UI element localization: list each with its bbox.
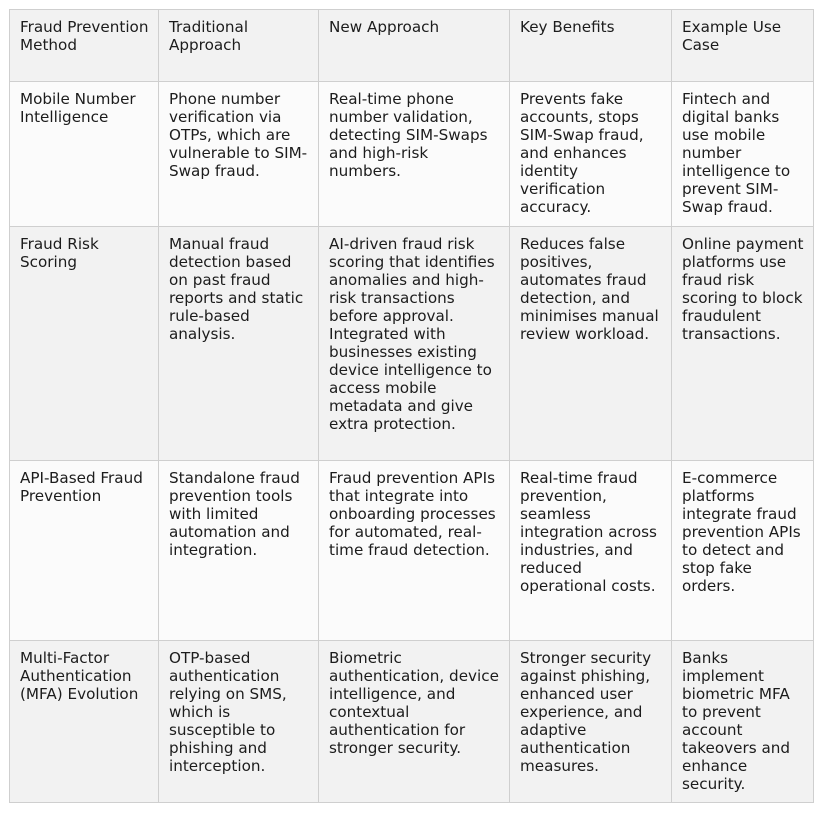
table-cell: Fintech and digital banks use mobile number intelligence to prevent SIM-Swap fraud. <box>672 82 814 227</box>
table-cell: Online payment platforms use fraud risk scoring to block fraudulent transactions. <box>672 227 814 461</box>
table-cell: Manual fraud detection based on past fraud reports and static rule-based analysis. <box>159 227 319 461</box>
table-cell: Banks implement biometric MFA to prevent account takeovers and enhance security. <box>672 641 814 803</box>
header-cell: New Approach <box>319 10 510 82</box>
table-row <box>10 461 814 641</box>
table-cell: Real-time phone number validation, detecting SIM-Swaps and high-risk numbers. <box>319 82 510 227</box>
table-cell: Reduces false positives, automates fraud detection, and minimises manual review workload. <box>510 227 672 461</box>
header-cell: Key Benefits <box>510 10 672 82</box>
table-cell: Biometric authentication, device intelligence, and contextual authentication for stronger security. <box>319 641 510 803</box>
table-cell: OTP-based authentication relying on SMS, which is susceptible to phishing and interception. <box>159 641 319 803</box>
table-row <box>10 227 814 461</box>
table-cell: Multi-Factor Authentication (MFA) Evolution <box>10 641 159 803</box>
table-cell: Standalone fraud prevention tools with limited automation and integration. <box>159 461 319 641</box>
table-cell: Stronger security against phishing, enhanced user experience, and adaptive authentication measures. <box>510 641 672 803</box>
table-cell: Real-time fraud prevention, seamless integration across industries, and reduced operational costs. <box>510 461 672 641</box>
table-cell: AI-driven fraud risk scoring that identifies anomalies and high-risk transactions before approval. Integrated with businesses existing device intelligence to access mobile metadata and give extra protection. <box>319 227 510 461</box>
table-cell: Phone number verification via OTPs, which are vulnerable to SIM-Swap fraud. <box>159 82 319 227</box>
table-row <box>10 641 814 803</box>
table-cell: Mobile Number Intelligence <box>10 82 159 227</box>
table-cell: Prevents fake accounts, stops SIM-Swap fraud, and enhances identity verification accuracy. <box>510 82 672 227</box>
fraud-prevention-comparison-table <box>9 9 814 803</box>
table-cell: API-Based Fraud Prevention <box>10 461 159 641</box>
table-cell: Fraud prevention APIs that integrate into onboarding processes for automated, real-time fraud detection. <box>319 461 510 641</box>
table-header-row <box>10 10 814 82</box>
table-cell: E-commerce platforms integrate fraud prevention APIs to detect and stop fake orders. <box>672 461 814 641</box>
header-cell: Fraud Prevention Method <box>10 10 159 82</box>
table-cell: Fraud Risk Scoring <box>10 227 159 461</box>
header-cell: Traditional Approach <box>159 10 319 82</box>
table-row <box>10 82 814 227</box>
comparison-table-container <box>9 9 814 803</box>
header-cell: Example Use Case <box>672 10 814 82</box>
